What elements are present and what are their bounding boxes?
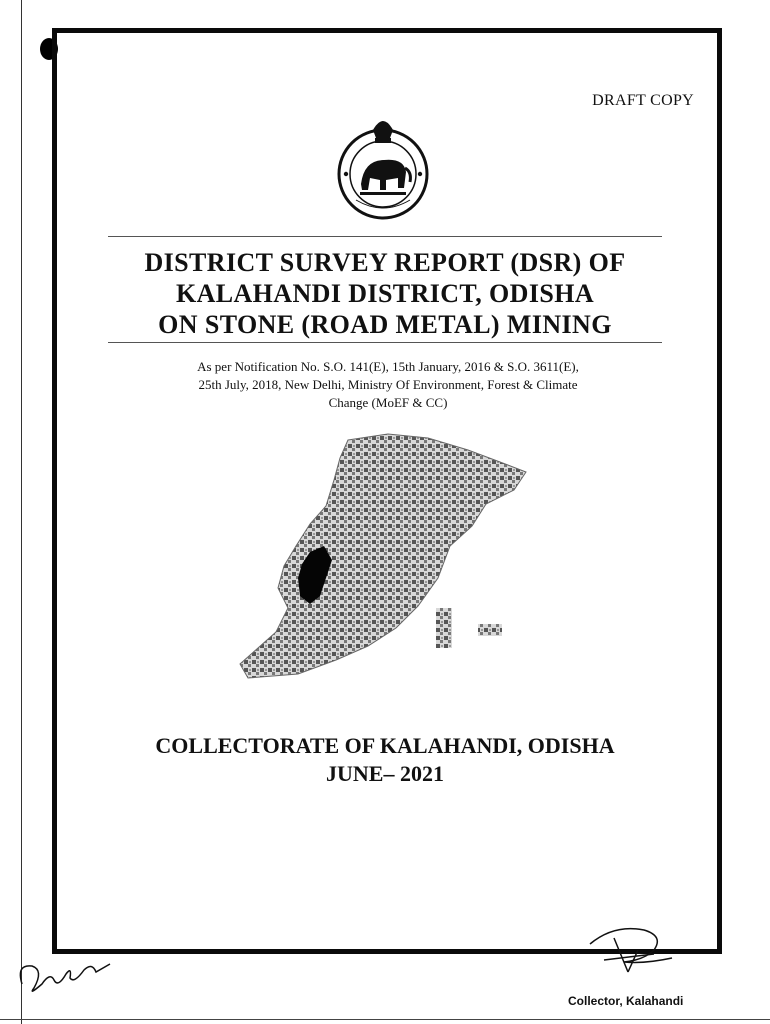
collector-signature [584,920,680,980]
report-title-line-2: KALAHANDI DISTRICT, ODISHA [175,279,595,308]
report-title-line-1: DISTRICT SURVEY REPORT (DSR) OF [144,248,626,277]
notification-line-1: As per Notification No. S.O. 141(E), 15th January, 2016 & S.O. 3611(E), [197,359,579,374]
draft-copy-label: DRAFT COPY [592,92,694,109]
page-left-edge-line [21,0,22,1024]
collectorate-heading: COLLECTORATE OF KALAHANDI, ODISHA [155,733,615,758]
collector-caption: Collector, Kalahandi [568,994,684,1008]
notification-line-2: 25th July, 2018, New Delhi, Ministry Of Environment, Forest & Climate [198,377,578,392]
title-rule-bottom [108,342,662,343]
page-bottom-edge-line [0,1019,770,1020]
handwritten-initials-signature [14,944,114,1004]
title-rule-top [108,236,662,237]
notification-line-3: Change (MoEF & CC) [328,395,448,410]
report-title-line-3: ON STONE (ROAD METAL) MINING [158,310,612,339]
report-date: JUNE– 2021 [326,761,444,786]
odisha-government-emblem-icon [326,112,440,222]
odisha-district-map-icon [228,428,538,680]
